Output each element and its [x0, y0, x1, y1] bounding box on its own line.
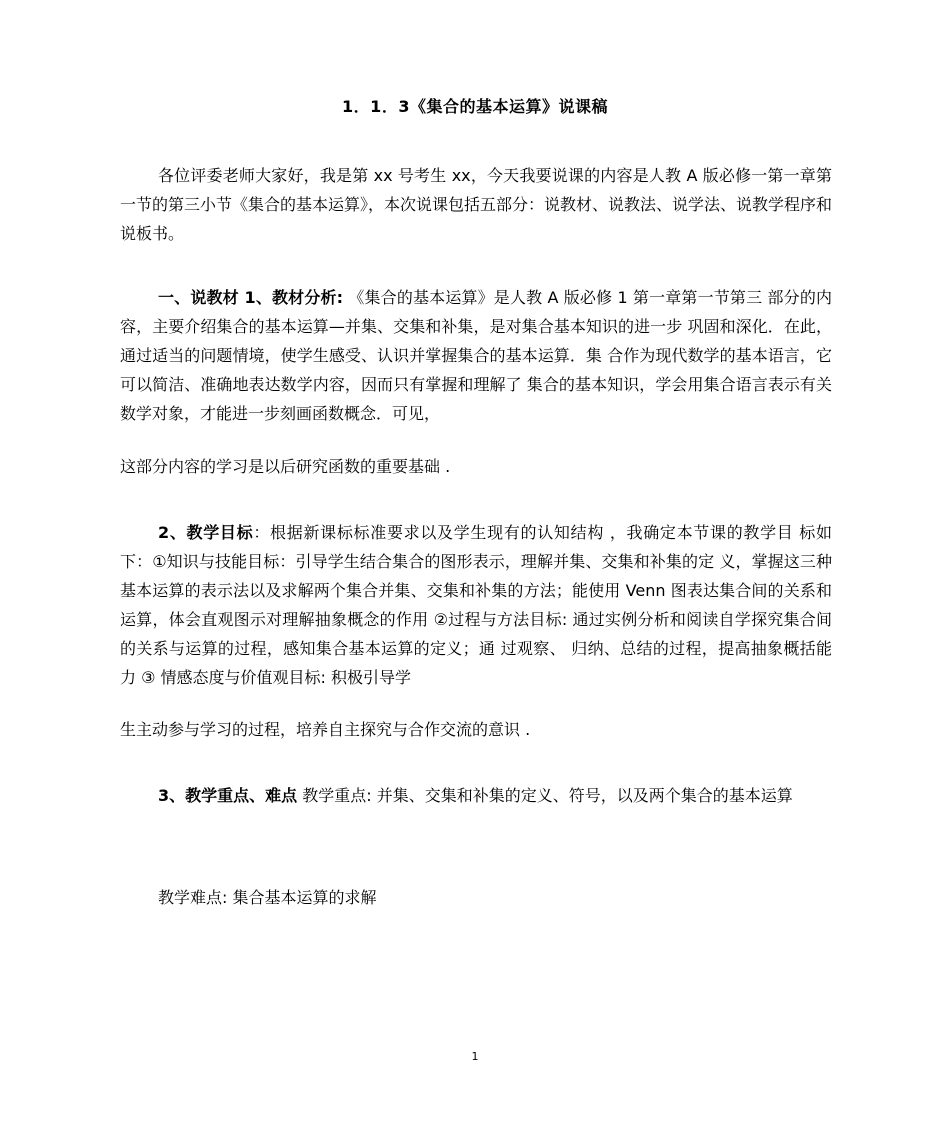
intro-paragraph: 各位评委老师大家好，我是第 xx 号考生 xx，今天我要说课的内容是人教 A 版必修一第一章第一节的第三小节《集合的基本运算》，本次说课包括五部分：说教材、说教法、说学法、说教学程序和说板书。 — [120, 166, 833, 243]
section1-paragraph — [120, 283, 832, 428]
section3-heading: 3、教学重点、难点 — [158, 786, 298, 805]
section1-tail: 这部分内容的学习是以后研究函数的重要基础 . — [120, 457, 451, 476]
section3-body: 教学重点: 并集、交集和补集的定义、符号，以及两个集合的基本运算 — [297, 786, 793, 805]
section2-heading: 2、教学目标 — [158, 523, 254, 542]
section3-difficulty: 教学难点: 集合基本运算的求解 — [158, 888, 377, 907]
page-number: 1 — [471, 1050, 479, 1063]
section2-paragraph — [120, 518, 832, 692]
document-title: 1．1．3《集合的基本运算》说课稿 — [342, 97, 608, 116]
section1-body: 《集合的基本运算》是人教 A 版必修 1 第一章第一节第三 部分的内容，主要介绍集合的基本运算—并集、交集和补集，是对集合基本知识的进一步 巩固和深化．在此，通过适当的问题情境，使学生感受、认识并掌握集合的基本运算．集 合作为现代数学的基本语言，它可以简洁、准确地表达数学内容，因而只有掌握和理解了 集合的基本知识，学会用集合语言表示有关数学对象，才能进一步刻画函数概念．可见， — [120, 288, 832, 423]
section3-paragraph — [120, 775, 832, 817]
section2-body: ：根据新课标标准要求以及学生现有的认知结构 ，我确定本节课的教学目 标如下：①知识与技能目标：引导学生结合集合的图形表示，理解并集、交集和补集的定 义，掌握这三种基本运算的表示法以及求解两个集合并集、交集和补集的方法；能使用 Venn 图表达集合间的关系和运算，体会直观图示对理解抽象概念的作用 ②过程与方法目标: 通过实例分析和阅读自学探究集合间的关系与运算的过程，感知集合基本运算的定义；通 过观察、 归纳、总结的过程，提高抽象概括能力 ③ 情感态度与价值观目标: 积极引导学 — [120, 523, 832, 687]
section1-heading: 一、说教材 1、教材分析: — [158, 288, 344, 307]
section2-tail: 生主动参与学习的过程，培养自主探究与合作交流的意识 . — [120, 720, 531, 739]
